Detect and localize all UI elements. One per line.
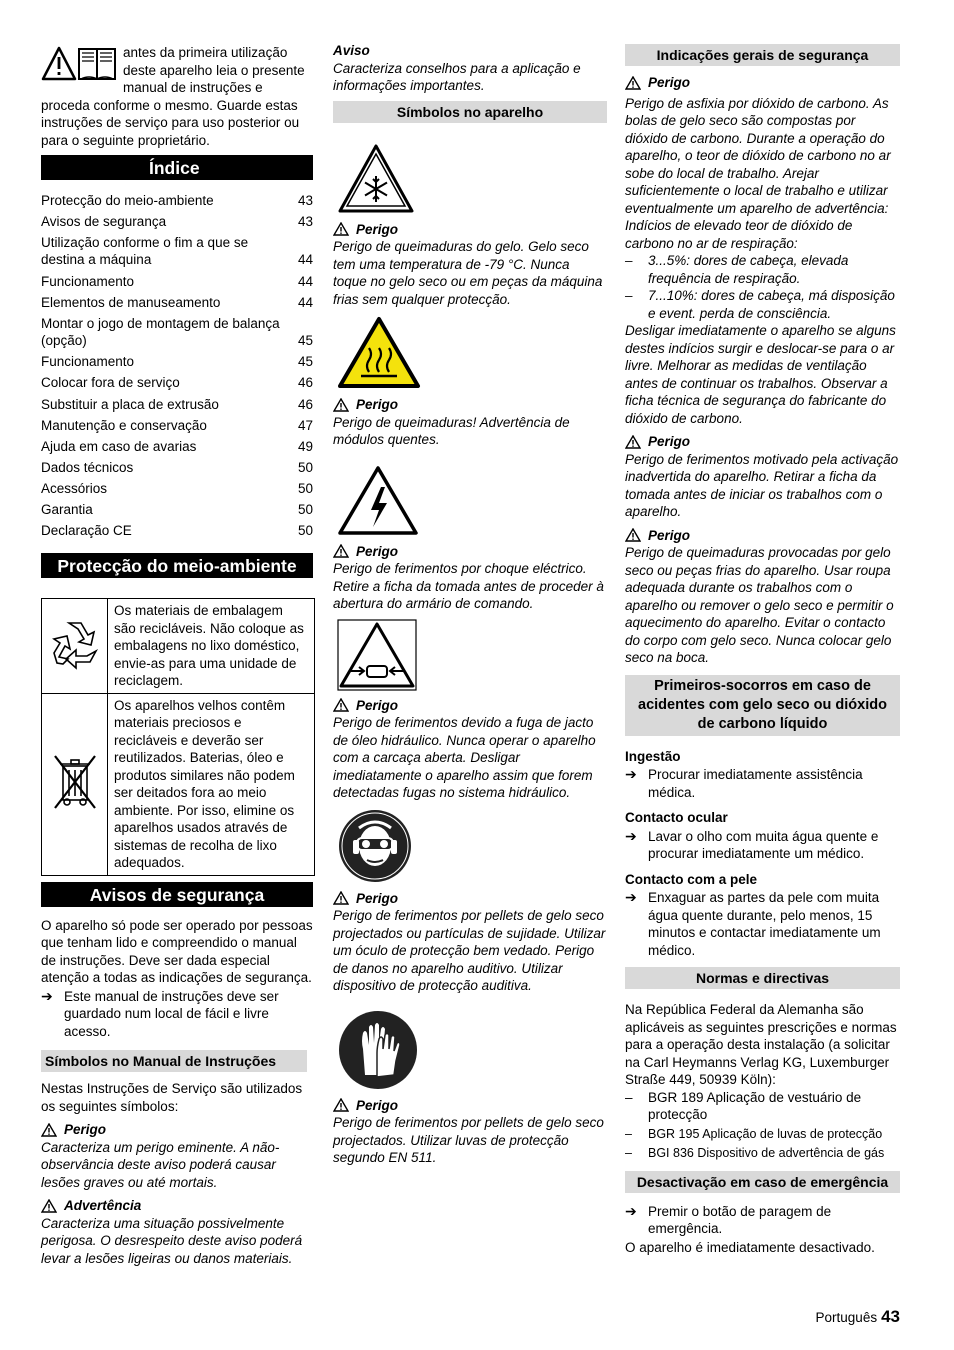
norm-item: – BGR 189 Aplicação de vestuário de protecção <box>625 1089 900 1124</box>
warning-triangle-icon <box>333 398 349 412</box>
safety-step-text: Este manual de instruções deve ser guardado num local de fácil e livre acesso. <box>64 988 279 1039</box>
device-perigo-label: Perigo <box>356 543 399 559</box>
warning-triangle-icon <box>43 48 75 79</box>
co2-level-item: – 3...5%: dores de cabeça, elevada frequência de respiração. <box>625 252 900 287</box>
warning-triangle-icon <box>41 1199 57 1213</box>
column-right <box>625 44 900 1256</box>
recycling-text: Os materiais de embalagem são recicláveis. Não coloque as embalagens no lixo doméstico, envie-as para uma unidade de reciclagem. <box>108 599 315 694</box>
toc-item-page: 47 <box>297 417 313 433</box>
environment-table <box>41 598 315 876</box>
toc-item-label: Manutenção e conservação <box>41 417 207 433</box>
general-perigo-heading <box>625 527 900 545</box>
goggles-ear-protection-icon <box>337 808 413 884</box>
advertencia-heading <box>41 1197 313 1215</box>
toc-item[interactable] <box>41 520 313 541</box>
device-symbol-text: Perigo de ferimentos por pellets de gelo seco projectados ou partículas de sujidade. Utilizar um óculo de protecção bem vedado. Perigo de danos no aparelho auditivo. Utilizar dispositivo de protecção auditiva. <box>333 908 606 993</box>
general-safety-title: Indicações gerais de segurança <box>625 44 900 66</box>
warning-triangle-icon <box>333 891 349 905</box>
warning-triangle-icon <box>625 528 641 542</box>
toc-item[interactable] <box>41 190 313 211</box>
emergency-step-text: Premir o botão de paragem de emergência. <box>648 1203 832 1236</box>
toc-item[interactable] <box>41 415 313 436</box>
device-symbol-text: Perigo de ferimentos por pellets de gelo seco projectados. Utilizar luvas de protecção segundo EN 511. <box>333 1115 604 1165</box>
toc-item[interactable] <box>41 457 313 478</box>
emergency-result: O aparelho é imediatamente desactivado. <box>625 1239 875 1255</box>
toc-item[interactable] <box>41 232 313 271</box>
warning-triangle-icon <box>333 544 349 558</box>
perigo-text: Caracteriza um perigo eminente. A não-observância deste aviso poderá causar lesões graves ou até mortais. <box>41 1139 280 1190</box>
toc-item[interactable] <box>41 394 313 415</box>
arrow-right-icon: ➔ <box>625 1202 637 1219</box>
manual-symbols-intro: Nestas Instruções de Serviço são utilizados os seguintes símbolos: <box>41 1081 303 1114</box>
toc-item-label: Substituir a placa de extrusão <box>41 396 219 412</box>
norms-text: Na República Federal da Alemanha são aplicáveis as seguintes prescrições e normas para a operação desta instalação (a solicitar na Carl Heymanns Verlag KG, Luxemburger Straße 449, 50939 Köln): <box>625 1002 897 1087</box>
toc-list <box>41 190 313 541</box>
intro-icons <box>41 46 119 84</box>
warning-triangle-icon <box>625 435 641 449</box>
toc-item[interactable] <box>41 292 313 313</box>
toc-item-page: 46 <box>297 375 313 391</box>
device-symbol-text: Perigo de queimaduras do gelo. Gelo seco tem uma temperatura de -79 °C. Nunca toque no gelo seco ou em peças da máquina frias sem qualquer protecção. <box>333 239 603 307</box>
toc-item-label: Protecção do meio-ambiente <box>41 192 214 208</box>
device-perigo-label: Perigo <box>356 890 399 906</box>
warning-triangle-icon <box>333 222 349 236</box>
environment-row <box>42 599 315 694</box>
emergency-title: Desactivação em caso de emergência <box>625 1171 900 1193</box>
general-danger-after: Desligar imediatamente o aparelho se alguns destes indícios surgir e deslocar-se para o ar livre. Melhorar as medidas de ventilação antes de continuar os trabalhos. Observar a ficha técnica de segurança do fabricante do dióxido de carbono. <box>625 323 896 426</box>
electric-shock-warning-icon <box>337 465 419 537</box>
first-aid-title: Primeiros-socorros em caso de acidentes com gelo seco ou dióxido de carbono líquido <box>625 675 900 736</box>
norm-text: BGR 195 Aplicação de luvas de protecção <box>648 1126 883 1141</box>
device-perigo-label: Perigo <box>356 221 399 237</box>
skin-contact-text: Enxaguar as partes da pele com muita água quente durante, pelo menos, 15 minutos e contactar imediatamente um médico. <box>648 890 881 958</box>
toc-item[interactable] <box>41 499 313 520</box>
toc-item-label: Funcionamento <box>41 273 135 289</box>
environment-title: Protecção do meio-ambiente <box>41 553 313 578</box>
skin-contact-step <box>625 889 900 959</box>
general-danger-text: Perigo de ferimentos motivado pela activação inadvertida do aparelho. Retirar a ficha da tomada antes de iniciar os trabalhos com o aparelho. <box>625 451 899 519</box>
intro-text-inline: antes da primeira utilização deste aparelho leia o presente <box>123 45 305 78</box>
toc-item-page: 44 <box>297 294 313 310</box>
toc-item[interactable] <box>41 373 313 394</box>
arrow-right-icon: ➔ <box>41 987 53 1004</box>
toc-item-page: 50 <box>297 523 313 539</box>
intro-text: manual de instruções e proceda conforme o mesmo. Guarde estas instruções de serviço para uso posterior ou para o seguinte proprietário. <box>41 80 300 148</box>
toc-item-label: Declaração CE <box>41 523 132 539</box>
warning-triangle-icon <box>41 1123 57 1137</box>
device-perigo-label: Perigo <box>356 397 399 412</box>
toc-item-page: 50 <box>297 502 313 518</box>
toc-item-page: 44 <box>297 273 313 289</box>
device-symbol-text: Perigo de queimaduras! Advertência de módulos quentes. <box>333 414 570 447</box>
toc-item-label: Ajuda em caso de avarias <box>41 438 197 454</box>
column-middle <box>333 42 607 1167</box>
emergency-step <box>625 1203 900 1238</box>
advertencia-label: Advertência <box>64 1198 142 1214</box>
toc-item-page: 50 <box>297 480 313 496</box>
toc-item-page: 49 <box>297 438 313 454</box>
device-perigo-label: Perigo <box>356 697 399 713</box>
warning-triangle-icon <box>625 76 641 90</box>
toc-item-label: Colocar fora de serviço <box>41 375 180 391</box>
toc-item[interactable] <box>41 352 313 373</box>
general-perigo-label: Perigo <box>648 75 691 90</box>
device-perigo-label: Perigo <box>356 1097 399 1113</box>
hydraulic-jet-warning-icon <box>337 619 417 691</box>
toc-item[interactable] <box>41 478 313 499</box>
warning-triangle-icon <box>333 698 349 712</box>
co2-level-item: – 7...10%: dores de cabeça, má disposição e event. perda de consciência. <box>625 287 900 322</box>
perigo-label: Perigo <box>64 1122 107 1138</box>
ingestion-step <box>625 766 900 801</box>
toc-item-label: Funcionamento <box>41 354 135 370</box>
arrow-right-icon: ➔ <box>625 766 637 782</box>
toc-item-page: 46 <box>297 396 313 412</box>
norm-item: – BGI 836 Dispositivo de advertência de gás <box>625 1145 900 1163</box>
page-footer <box>816 1308 900 1327</box>
eye-contact-step <box>625 828 900 863</box>
toc-item-label: Utilização conforme o fim a que se destina a máquina <box>41 234 249 268</box>
toc-item-page: 44 <box>297 252 313 268</box>
norm-text: BGI 836 Dispositivo de advertência de gás <box>648 1146 885 1160</box>
co2-level-text: 7...10%: dores de cabeça, má disposição e event. perda de consciência. <box>648 288 895 321</box>
toc-item[interactable] <box>41 271 313 292</box>
general-perigo-heading <box>625 433 900 451</box>
device-symbol-text: Perigo de ferimentos por choque eléctrico. Retire a ficha da tomada antes de proceder à abertura do armário de comando. <box>333 561 604 611</box>
toc-item-page: 50 <box>297 459 313 475</box>
environment-row <box>42 693 315 875</box>
general-danger-text: Perigo de queimaduras provocadas por gelo seco ou peças frias do aparelho. Usar roupa adequada durante os trabalhos com o aparelho ou remover o gelo seco e permitir o aquecimento do aparelho. Evitar o contacto do corpo com gelo seco. Nunca colocar gelo seco na boca. <box>625 545 894 665</box>
toc-item-page: 43 <box>297 213 313 229</box>
eye-contact-heading: Contacto ocular <box>625 810 728 825</box>
device-perigo-heading <box>333 543 607 561</box>
column-left <box>41 44 313 1267</box>
device-perigo-heading <box>333 1097 607 1115</box>
toc-item-label: Montar o jogo de montagem de balança (opção) <box>41 315 280 349</box>
intro <box>41 44 313 149</box>
recycling-cell <box>42 599 108 694</box>
arrow-right-icon: ➔ <box>625 889 637 905</box>
ingestion-text: Procurar imediatamente assistência médica. <box>648 767 863 800</box>
toc-item-page: 45 <box>297 354 313 370</box>
safety-intro: O aparelho só pode ser operado por pessoas que tenham lido e compreendido o manual de instruções. Deve ser dada especial atenção a todas as indicações de segurança. <box>41 917 313 986</box>
eye-contact-text: Lavar o olho com muita água quente e procurar imediatamente um médico. <box>648 828 879 861</box>
toc-item-label: Elementos de manuseamento <box>41 294 221 310</box>
toc-item-label: Avisos de segurança <box>41 213 167 229</box>
norms-title: Normas e directivas <box>625 967 900 989</box>
advertencia-text: Caracteriza uma situação possivelmente perigosa. O desrespeito deste aviso poderá levar a lesões ligeiras ou danos materiais. <box>41 1215 303 1266</box>
norm-item: – BGR 195 Aplicação de luvas de protecção <box>625 1126 900 1144</box>
toc-item-label: Dados técnicos <box>41 459 134 475</box>
toc-item[interactable] <box>41 313 313 352</box>
toc-item-page: 43 <box>297 192 313 208</box>
device-perigo-heading <box>333 396 607 414</box>
general-perigo-label: Perigo <box>648 527 691 543</box>
toc-item[interactable] <box>41 211 313 232</box>
safety-title: Avisos de segurança <box>41 882 313 907</box>
arrow-right-icon: ➔ <box>625 827 637 844</box>
safety-step <box>41 988 313 1041</box>
toc-item-label: Garantia <box>41 502 93 518</box>
aviso-text: Caracteriza conselhos para a aplicação e informações importantes. <box>333 60 581 93</box>
toc-item-page: 45 <box>297 333 313 349</box>
general-danger-text: Perigo de asfixia por dióxido de carbono. As bolas de gelo seco são compostas por dióxido de carbono. Durante a operação do aparelho, o teor de dióxido de carbono no ar sobe do local de trabalho. Arejar suficientemente o local de trabalho e utilizar eventualmente um aparelho de advertência: Indícios de elevado teor de dióxido de carbono no ar de respiração: <box>625 95 891 251</box>
crossed-bin-icon <box>51 752 99 812</box>
toc-item[interactable] <box>41 436 313 457</box>
aviso-label: Aviso <box>333 43 370 58</box>
general-perigo-label: Perigo <box>648 434 691 449</box>
toc-item-label: Acessórios <box>41 480 108 496</box>
device-symbol-text: Perigo de ferimentos devido a fuga de jacto de óleo hidráulico. Nunca operar o aparelho com a carcaça aberta. Desligar imediatamente o aparelho assim que forem detectadas fugas no sistema hidráulico. <box>333 715 596 800</box>
recycling-icon <box>48 617 102 671</box>
toc-title: Índice <box>41 155 313 180</box>
hot-surface-warning-icon <box>337 316 421 390</box>
bin-cell <box>42 693 108 875</box>
device-perigo-heading <box>333 697 607 715</box>
general-perigo-heading <box>625 74 900 92</box>
device-symbols-title: Símbolos no aparelho <box>333 101 607 123</box>
footer-language: Português <box>815 1310 878 1325</box>
gloves-icon <box>337 1009 419 1091</box>
warning-triangle-icon <box>333 1098 349 1112</box>
page-number: 43 <box>881 1307 900 1326</box>
device-perigo-heading <box>333 890 607 908</box>
skin-contact-heading: Contacto com a pele <box>625 871 758 887</box>
perigo-heading <box>41 1121 313 1139</box>
co2-level-text: 3...5%: dores de cabeça, elevada frequência de respiração. <box>648 253 849 286</box>
read-manual-icon <box>79 49 115 79</box>
bin-text: Os aparelhos velhos contêm materiais preciosos e recicláveis e deverão ser reutilizados. Baterias, óleo e produtos similares não podem ser deitados fora ao meio ambiente. Por isso, elimine os aparelhos usados através de sistemas de recolha de lixo adequados. <box>108 693 315 875</box>
snowflake-warning-icon <box>337 143 415 215</box>
device-perigo-heading <box>333 221 607 239</box>
manual-symbols-title: Símbolos no Manual de Instruções <box>41 1050 307 1072</box>
ingestion-heading: Ingestão <box>625 748 681 764</box>
norm-text: BGR 189 Aplicação de vestuário de protecção <box>648 1089 862 1122</box>
